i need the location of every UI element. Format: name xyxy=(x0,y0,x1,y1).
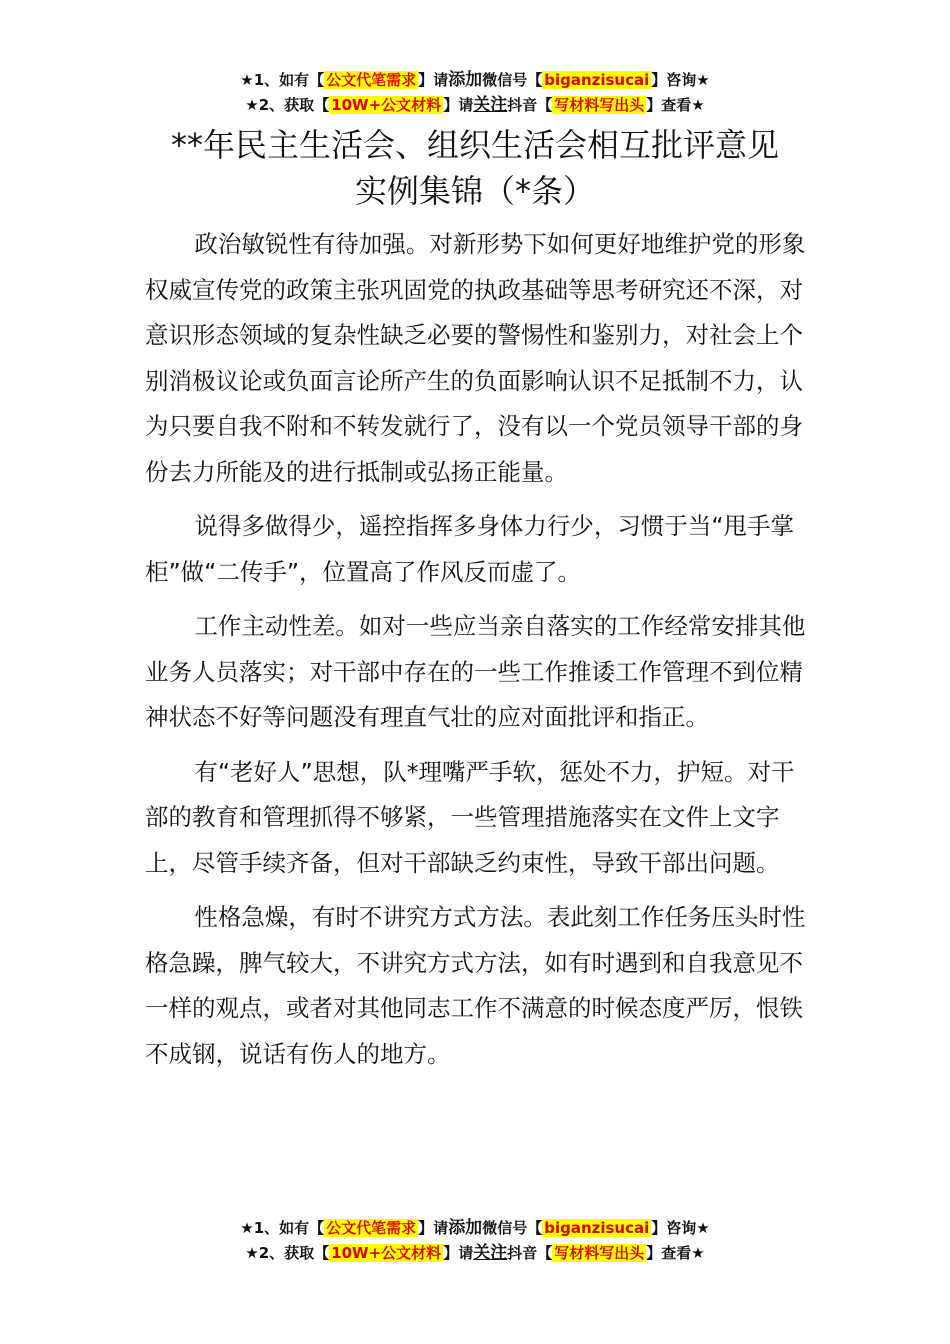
promo-text: 微信号【 xyxy=(482,1219,543,1237)
promo-text: 】请 xyxy=(418,71,449,89)
promo-highlight-douyin-account: 写材料写出头 xyxy=(554,1244,645,1262)
paragraph: 说得多做得少，遥控指挥多身体力行少，习惯于当“甩手掌柜”做“二传手”，位置高了作风反而虚了。 xyxy=(145,512,795,586)
promo-text: 】咨询★ xyxy=(651,71,710,89)
promo-text: ★2、获取【 xyxy=(245,1244,330,1262)
promo-line-2 xyxy=(0,1241,950,1266)
title-line-1: **年民主生活会、组织生活会相互批评意见 xyxy=(170,126,779,164)
promo-text: 】请 xyxy=(443,1244,474,1262)
promo-emphasis: 关注 xyxy=(473,95,508,115)
paragraph: 工作主动性差。如对一些应当亲自落实的工作经常安排其他业务人员落实；对干部中存在的一些工作推诿工作管理不到位精神状态不好等问题没有理直气壮的应对面批评和指正。 xyxy=(145,612,806,731)
promo-emphasis: 添加 xyxy=(448,70,483,90)
promo-highlight-douyin-account: 写材料写出头 xyxy=(554,96,645,114)
promo-highlight: 公文代笔需求 xyxy=(326,71,417,89)
promo-highlight: 10W+公文材料 xyxy=(331,96,442,114)
promo-text: ★1、如有【 xyxy=(240,71,325,89)
promo-text: ★1、如有【 xyxy=(240,1219,325,1237)
paragraph: 性格急燥，有时不讲究方式方法。表此刻工作任务压头时性格急躁，脾气较大，不讲究方式方法，如有时遇到和自我意见不一样的观点，或者对其他同志工作不满意的时候态度严厉，恨铁不成钢，说话有伤人的地方。 xyxy=(145,903,806,1068)
promo-banner-top xyxy=(0,68,950,118)
promo-text: 微信号【 xyxy=(482,71,543,89)
promo-highlight-wechat-id: biganzisucai xyxy=(544,1219,650,1237)
paragraph: 政治敏锐性有待加强。对新形势下如何更好地维护党的形象权威宣传党的政策主张巩固党的执政基础等思考研究还不深，对意识形态领域的复杂性缺乏必要的警惕性和鉴别力，对社会上个别消极议论或负面言论所产生的负面影响认识不足抵制不力，认为只要自我不附和不转发就行了，没有以一个党员领导干部的身份去力所能及的进行抵制或弘扬正能量。 xyxy=(145,230,806,486)
promo-line-1 xyxy=(0,68,950,93)
promo-text: 】请 xyxy=(443,96,474,114)
promo-highlight: 10W+公文材料 xyxy=(331,1244,442,1262)
promo-emphasis: 添加 xyxy=(448,1218,483,1238)
paragraph: 有“老好人”思想，队*理嘴严手软，惩处不力，护短。对干部的教育和管理抓得不够紧，一些管理措施落实在文件上文字上，尽管手续齐备，但对干部缺乏约束性，导致干部出问题。 xyxy=(145,757,795,877)
promo-text: 】咨询★ xyxy=(651,1219,710,1237)
promo-banner-bottom xyxy=(0,1216,950,1266)
promo-line-2 xyxy=(0,93,950,118)
title-line-2: 实例集锦（*条） xyxy=(354,172,595,210)
promo-text: 抖音【 xyxy=(507,1244,553,1262)
promo-highlight: 公文代笔需求 xyxy=(326,1219,417,1237)
promo-text: 】请 xyxy=(418,1219,449,1237)
promo-line-1 xyxy=(0,1216,950,1241)
document-body xyxy=(145,222,810,1086)
promo-text: ★2、获取【 xyxy=(245,96,330,114)
promo-emphasis: 关注 xyxy=(473,1243,508,1263)
document-title xyxy=(145,122,805,214)
promo-highlight-wechat-id: biganzisucai xyxy=(544,71,650,89)
promo-text: 】查看★ xyxy=(646,1244,705,1262)
promo-text: 抖音【 xyxy=(507,96,553,114)
promo-text: 】查看★ xyxy=(646,96,705,114)
